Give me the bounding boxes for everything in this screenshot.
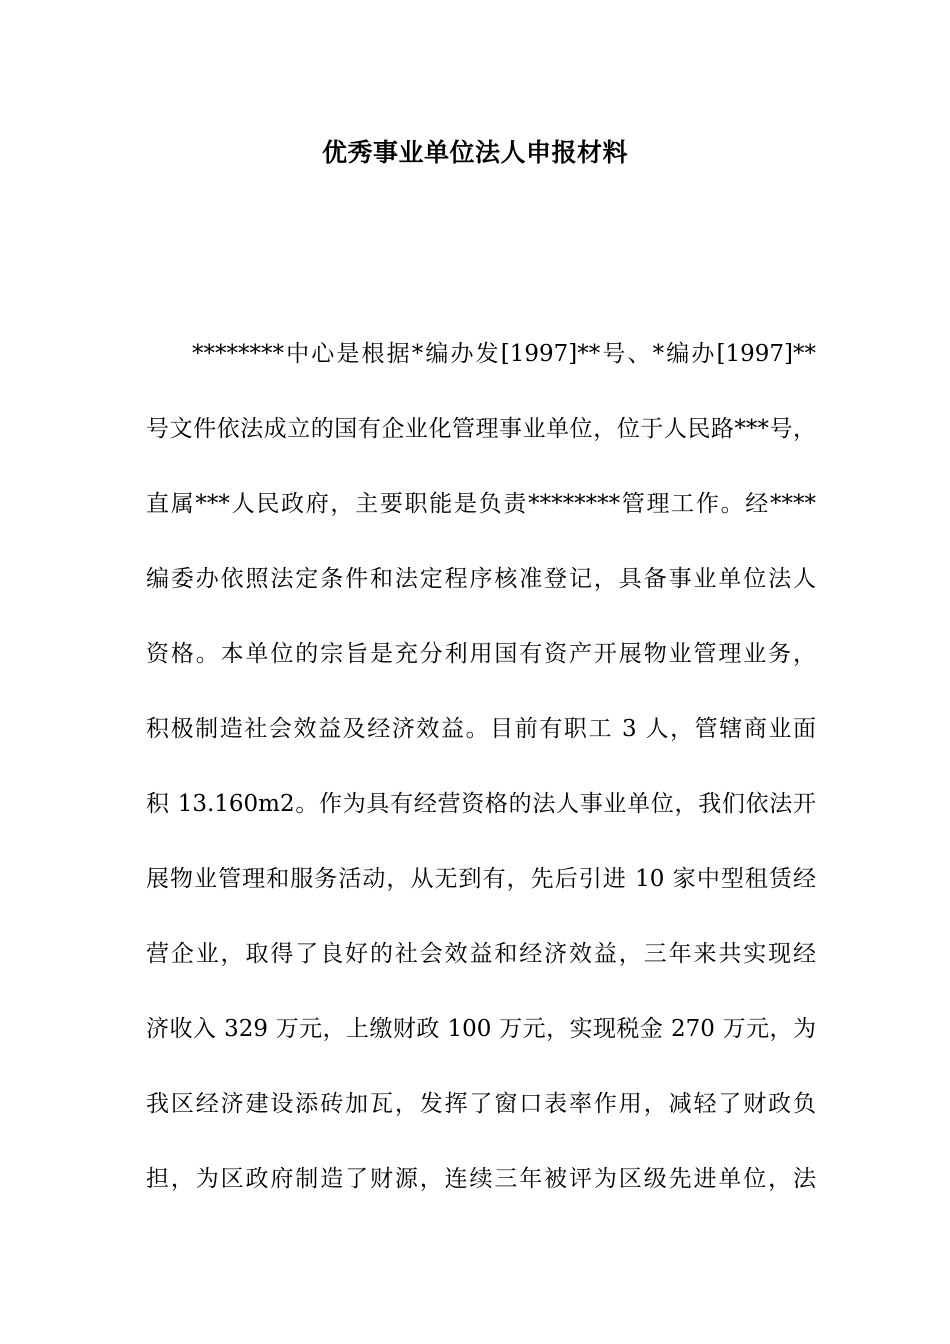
- document-body: [146, 334, 816, 1234]
- body-line: 直属***人民政府，主要职能是负责********管理工作。经****: [146, 491, 816, 517]
- body-line: 积极制造社会效益及经济效益。目前有职工 3 人，管辖商业面: [146, 716, 816, 742]
- body-line: ********中心是根据*编办发[1997]**号、*编办[1997]**: [192, 341, 816, 367]
- body-line: 营企业，取得了良好的社会效益和经济效益，三年来共实现经: [146, 941, 816, 967]
- document-title: 优秀事业单位法人申报材料: [321, 138, 628, 167]
- body-line: 号文件依法成立的国有企业化管理事业单位，位于人民路***号，: [146, 416, 816, 442]
- body-line: 资格。本单位的宗旨是充分利用国有资产开展物业管理业务，: [146, 641, 816, 667]
- body-line: 济收入 329 万元，上缴财政 100 万元，实现税金 270 万元，为: [146, 1016, 816, 1042]
- body-line: 展物业管理和服务活动，从无到有，先后引进 10 家中型租赁经: [146, 866, 816, 892]
- body-line: 我区经济建设添砖加瓦，发挥了窗口表率作用，减轻了财政负: [146, 1091, 816, 1117]
- body-line: 担，为区政府制造了财源，连续三年被评为区级先进单位，法: [146, 1166, 816, 1192]
- body-line: 编委办依照法定条件和法定程序核准登记，具备事业单位法人: [146, 566, 816, 592]
- body-line: 积 13.160m2。作为具有经营资格的法人事业单位，我们依法开: [146, 791, 816, 817]
